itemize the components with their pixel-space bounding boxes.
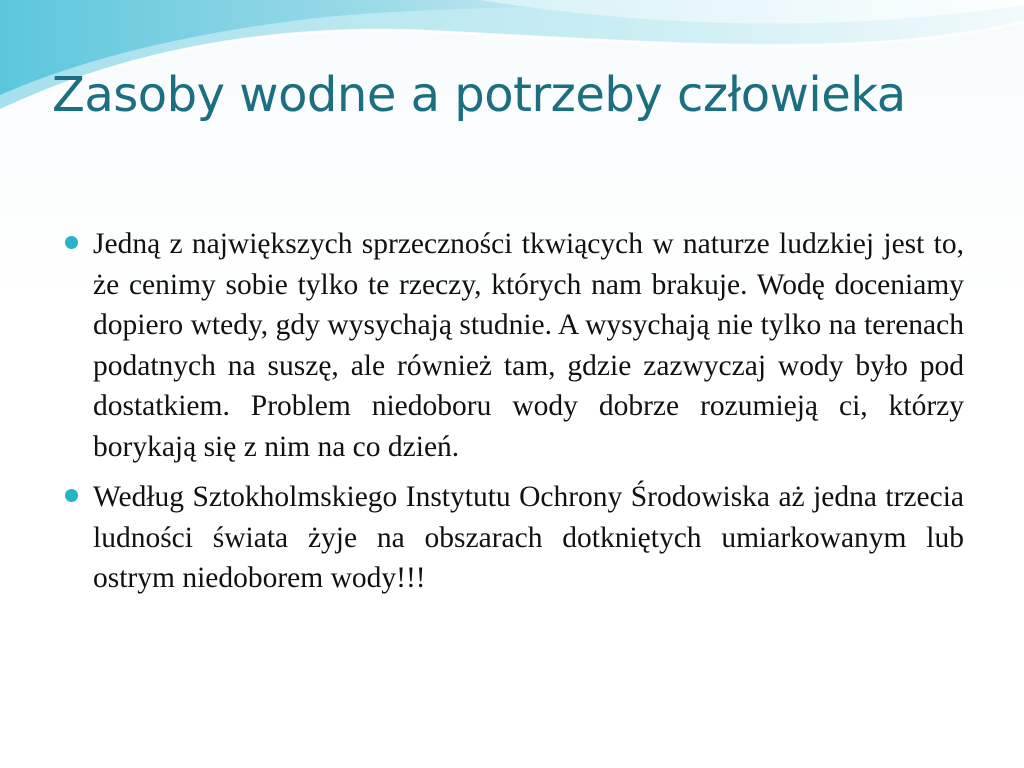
round-bullet-icon [65,236,78,249]
bullet-item [62,224,964,467]
round-bullet-icon [65,489,78,502]
bullet-text: Jedną z największych sprzeczności tkwiących w naturze ludzkiej jest to, że cenimy sobie tylko te rzeczy, których nam brakuje. Wodę doceniamy dopiero wtedy, gdy wysychają studnie. A wysychają nie tylko na terenach podatnych na suszę, ale również tam, gdzie zazwyczaj wody było pod dostatkiem. Problem niedoboru wody dobrze rozumieją ci, którzy borykają się z nim na co dzień. [93,228,964,463]
bullet-item [62,477,964,599]
bullet-list [62,224,964,609]
slide-title: Zasoby wodne a potrzeby człowieka [52,67,906,123]
bullet-text: Według Sztokholmskiego Instytutu Ochrony Środowiska aż jedna trzecia ludności świata żyje na obszarach dotkniętych umiarkowanym lub ostrym niedoborem wody!!! [93,481,964,594]
